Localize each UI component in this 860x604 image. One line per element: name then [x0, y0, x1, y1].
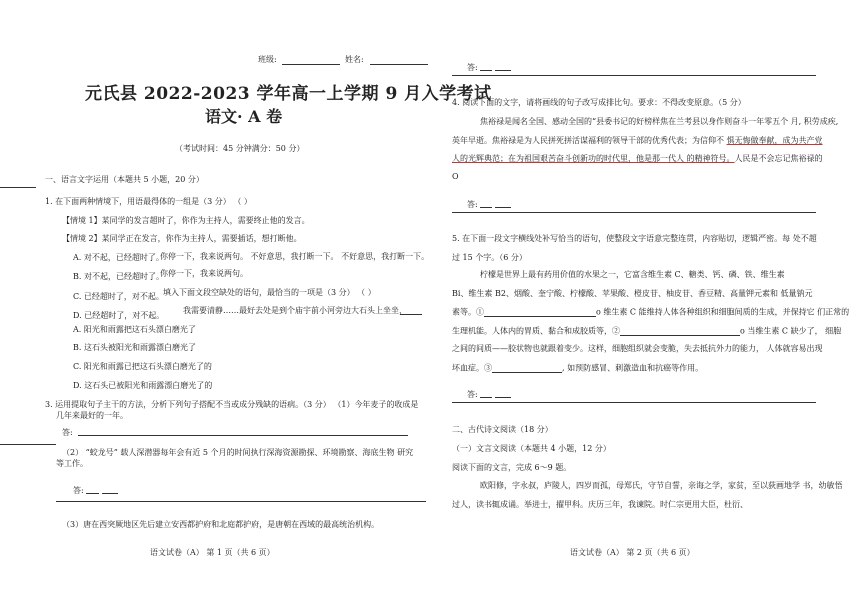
q4-underlined-1: 惧无悔做奉献，成为共产党 [726, 136, 823, 145]
q2-option-d[interactable]: D. 这石头已被阳光和雨露漂白磨光了的 [73, 381, 213, 390]
q4-answer-line-b[interactable] [495, 198, 511, 208]
q2-stem: 填入下面文段空缺处的语句，最恰当的一项是（3 分） （ ） [163, 288, 376, 297]
right-footer: 语文试卷（A） 第 2 页（共 6 页） [570, 548, 695, 557]
reading-instruction: 阅读下面的文言，完成 6～9 题。 [452, 463, 572, 472]
q4-underlined-2: 人的光辉典范；在为祖国艰苦奋斗创新功的时代里，他是那一代人 的精神符号。 [452, 154, 735, 163]
q5-line-5: 之间的间质——胶状物也就跟着变少。这样，细胞组织就会变脆，失去抵抗外力的能力， 人体就容易出现 [452, 344, 823, 353]
q1-stem: 1. 在下面两种情境下，用语最得体的一组是（3 分） （ ） [45, 197, 252, 206]
q3-separator [56, 501, 426, 502]
q1-situation2: 【情境 2】某同学正在发言，你作为主持人，需要插话，想打断他。 [62, 234, 302, 243]
margin-rule [0, 187, 36, 188]
exam-info: （考试时间：45 分钟满分：50 分） [175, 144, 305, 153]
q2-option-b[interactable]: B. 这石头被阳光和雨露漂白磨光了 [73, 343, 196, 352]
q5-answer-label: 答: [467, 390, 478, 399]
q2-option-c[interactable]: C. 阳光和雨露已把这石头漂白磨光了的 [73, 362, 212, 371]
q5-line-3: 素等。① o 维生素 C 能维持人体各种组织和细胞间质的生成，并保持它 们正常的 [452, 307, 850, 317]
q4-stem: 4. 阅读下面的文字，请将画线的句子改写成排比句。要求：不得改变原意。（5 分） [452, 98, 746, 107]
q5-blank-1[interactable] [484, 307, 596, 317]
q4-para-1: 焦裕禄是闻名全国、感动全国的“县委书记的好榜样焦在兰考县以身作则奋斗一年零五个 月, 积劳成疾, [480, 117, 839, 126]
exam-title: 元氏县 2022-2023 学年高一上学期 9 月入学考试 [85, 84, 492, 104]
q5-line-2: Bi、维生素 B2、烟酸、奎宁酸、柠檬酸、苹果酸、橙皮苷、柚皮苷、香豆精、高量钾元素和 低量钠元 [452, 289, 813, 298]
q1-option-b[interactable]: B. 对不起，已经超时了。 [73, 272, 164, 281]
section2-sub1: （一）文言文阅读（本题共 4 小题，12 分） [452, 444, 611, 453]
q1-option-c[interactable]: C. 已经超时了，对不起。 [73, 292, 164, 301]
q1-situation1: 【情境 1】某同学的发言超时了，你作为主持人，需要终止他的发言。 [62, 216, 310, 225]
name-field[interactable] [370, 55, 428, 65]
q5-blank-2[interactable] [620, 326, 740, 336]
q4-answer-line-a[interactable] [480, 198, 492, 208]
q3-answer1-line[interactable] [78, 426, 408, 436]
q5-answer-line-b[interactable] [495, 388, 511, 398]
q3-answer1-label: 答: [62, 428, 73, 437]
q2-blank [400, 305, 422, 315]
top-separator [452, 75, 816, 76]
q4-separator [452, 212, 816, 213]
q1-option-a[interactable]: A. 对不起，已经超时了。 [73, 253, 164, 262]
q1-middle-line2: 你停一下，我来说两句。 [160, 269, 248, 278]
margin-rule-2 [0, 444, 56, 445]
q1-middle-line1: 你停一下，我来说两句。 不好意思，我打断一下。 不好意思，我打断一下。 [160, 252, 430, 261]
q2-option-a[interactable]: A. 阳光和雨露把这石头漂白磨光了 [73, 325, 196, 334]
q5-line-6: 坏血症。③ , 如预防感冒、刺激造血和抗癌等作用。 [452, 363, 704, 373]
top-answer-line-b[interactable] [495, 61, 511, 71]
left-footer: 语文试卷（A） 第 1 页（共 6 页） [150, 548, 275, 557]
q3-answer2-line-b[interactable] [102, 484, 118, 494]
class-label: 班级: [258, 55, 277, 64]
q5-stem: 5. 在下面一段文字横线处补写恰当的语句，使整段文字语意完整连贯，内容贴切，逻辑严密。每 处不超 [452, 234, 817, 243]
q3-part3: （3）唐在西突厥地区先后建立安西都护府和北庭都护府，是唐朝在西域的最高统治机构。 [62, 520, 380, 529]
q3-stem-1: 3. 运用提取句子主干的方法，分析下列句子搭配不当或成分残缺的语病。（3 分） （1）今年麦子的收成是 [45, 400, 419, 409]
q5-stem-2: 过 15 个字。（6 分） [452, 253, 527, 262]
q3-stem-2: 几年来最好的一年。 [56, 411, 128, 420]
section1-heading: 一、语言文字运用（本题共 5 小题，20 分） [45, 175, 204, 184]
q4-para-2: 英年早逝。焦裕禄是为人民拼死拼活谋福利的领导干部的优秀代表；为信仰不 惧无悔做奉献，成为共产党 [452, 136, 823, 145]
top-answer-label: 答: [467, 63, 478, 72]
q5-separator [452, 402, 816, 403]
q2-text: 我需要清静……最好去处是到个庙宇前小河旁边大石头上坐坐， [183, 306, 407, 315]
name-label: 姓名: [345, 55, 364, 64]
q3-part2-b: 等工作。 [56, 459, 88, 468]
q5-answer-line-a[interactable] [480, 388, 492, 398]
exam-subtitle: 语文· A 卷 [205, 107, 283, 126]
q4-para-4: O [452, 172, 459, 181]
top-answer-line-a[interactable] [480, 61, 492, 71]
section2-heading: 二、古代诗文阅读（18 分） [452, 425, 553, 434]
q5-line-4: 生理机能。人体内的胃质、黏合和成胶质等，② o 当维生素 C 缺少了， 细胞 [452, 326, 842, 336]
q4-para-3: 人的光辉典范；在为祖国艰苦奋斗创新功的时代里，他是那一代人 的精神符号。人民是不会忘记焦裕禄的 [452, 154, 823, 163]
class-field[interactable] [282, 55, 340, 65]
q5-line-1: 柠檬是世界上最有药用价值的水果之一，它富含维生素 C、糖类、钙、磷、铁、维生素 [480, 270, 785, 279]
q3-answer2-line-a[interactable] [86, 484, 99, 494]
q1-option-d[interactable]: D. 已经超时了，对不起。 [73, 311, 165, 320]
q4-answer-label: 答: [467, 200, 478, 209]
q5-blank-3[interactable] [492, 363, 562, 373]
q3-answer2-label: 答: [73, 486, 84, 495]
q3-part2-a: （2） “蛟龙号” 载人深潜器每年会有近 5 个月的时间执行深海资源勘探、环境勘察、海底生物 研究 [62, 448, 414, 457]
classical-text-line-2: 过人，读书辄成诵。举进士，擢甲科。庆历三年，我谏院。时仁宗更用大臣，杜衍、 [452, 500, 748, 509]
classical-text-line-1: 欧阳修，字永叔，庐陵人，四岁而孤，母郑氏，守节自誓，亲诲之学，家贫，至以荻画地学 书，幼敏悟 [480, 481, 843, 490]
